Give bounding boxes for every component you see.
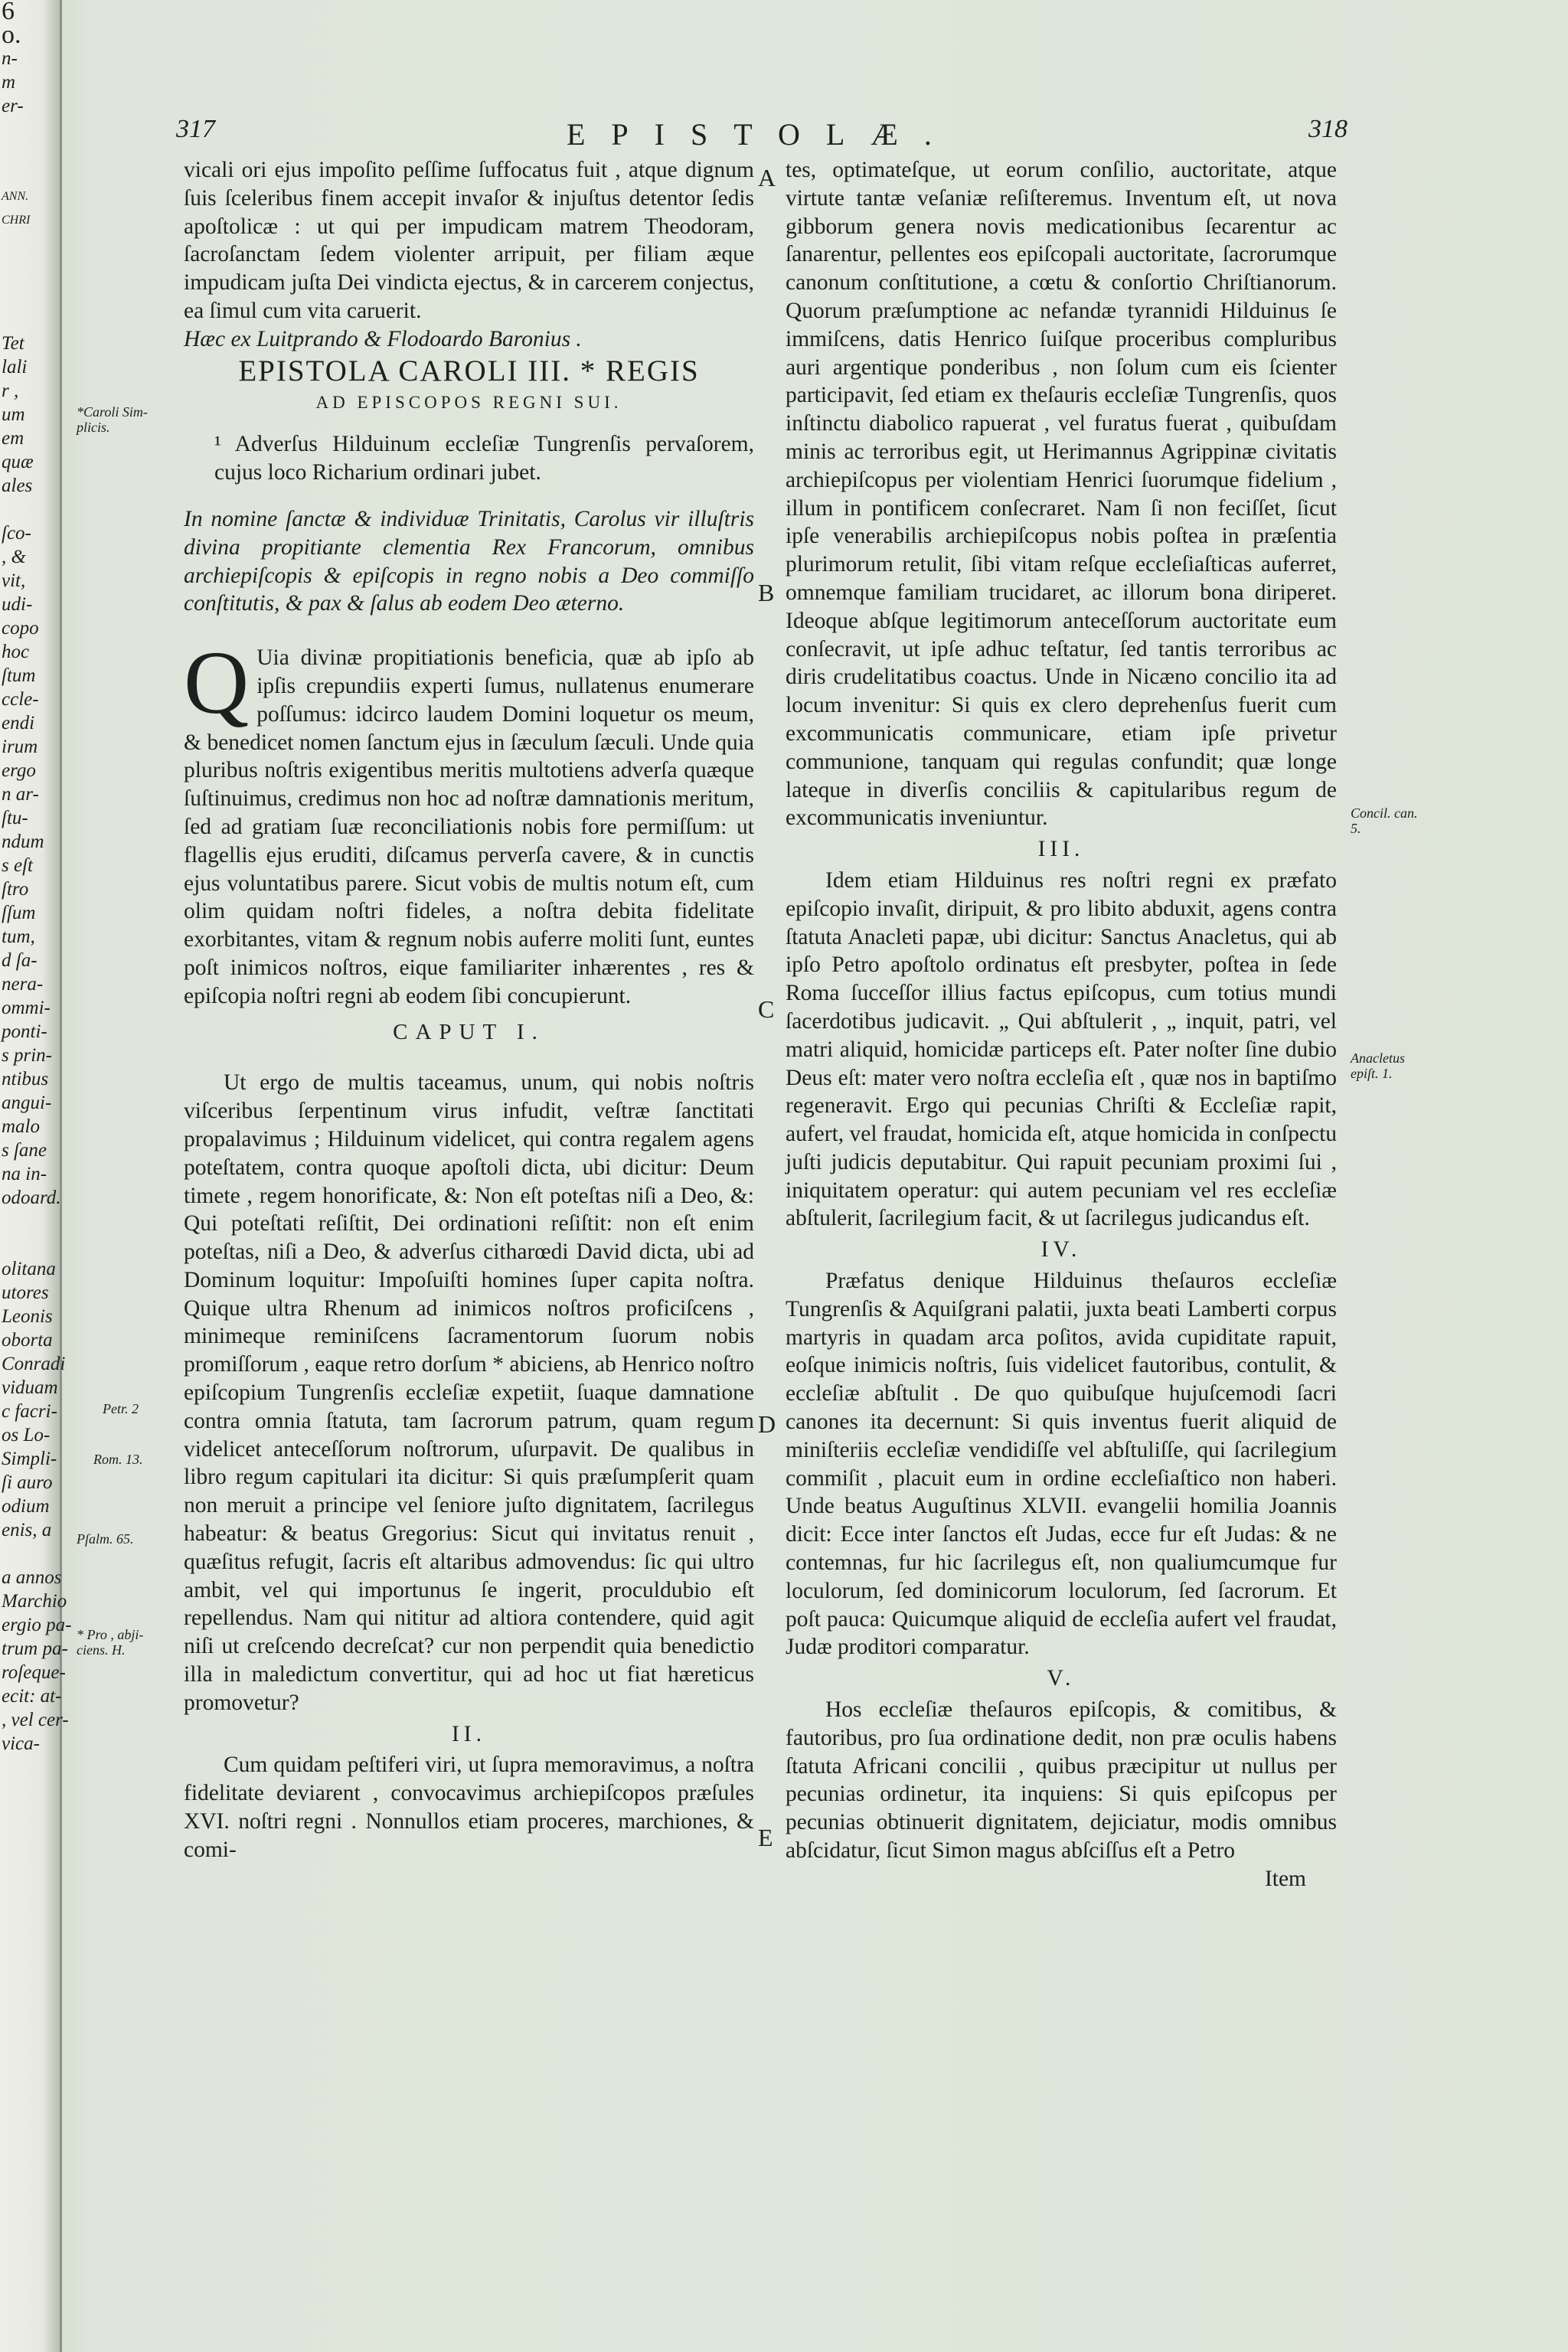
margin-note-petr: Petr. 2 <box>103 1401 139 1416</box>
previous-page-line: oborta <box>2 1330 53 1351</box>
previous-page-line: ergio pa- <box>2 1615 72 1635</box>
previous-page-line: ccle- <box>2 689 39 710</box>
section-5-text: Hos eccleſiæ theſauros epiſcopis, & comitibus, & fautoribus, pro ſua ordinatione dedit, non præ oculis habens ſtatuta Africani concilii , quibus præcipitur ut nullus per pecunias ordinetur, ita inquiens: Si quis epiſcopus per pecunias obtinuerit dignitatem, dejiciatur, modis omnibus abſcidatur, ſicut Simon magus abſciſſus eſt a Petro <box>786 1697 1337 1864</box>
previous-page-line: lali <box>2 357 28 377</box>
previous-page-line: ales <box>2 475 33 496</box>
previous-page-line: CHRI <box>2 214 31 227</box>
previous-page-line: ndum <box>2 831 44 852</box>
epistola-subheading: AD EPISCOPOS REGNI SUI. <box>315 392 622 412</box>
previous-page-line <box>0 1234 60 1258</box>
previous-page-line: s eſt <box>2 855 33 876</box>
previous-page-line: utores <box>2 1282 49 1303</box>
previous-page-line: em <box>2 428 24 449</box>
section-3-text: Idem etiam Hilduinus res noſtri regni ex præfato epiſcopio invaſit, diripuit, & pro libito abduxit, agens contra ſtatuta Anacleti papæ, ubi dicitur: Sanctus Anacletus, qui ab ipſo Petro apoſtolo ordinatus eſt presbyter, poſtea in ſede Roma ſucceſſor illius factus epiſcopus, cum totius mundi ſacerdotibus judicavit. „ Qui abſtulerit , „ inquit, patri, vel matri aliquid, homicidæ particeps eſt. Pater noſter ſine dubio Deus eſt: mater vero noſtra eccleſia eſt , quæ nos in baptiſmo regeneravit. Ergo qui pecunias Chriſti & Eccleſiæ rapit, aufert, vel fraudat, homicida eſt, atque homicida in conſpectu juſti judicis deputabitur. Qui rapuit pecuniam proximi ſui , iniquitatem operatur: qui autem pecuniam vel res eccleſiæ abſtulerit, ſacrilegium facit, & ut ſacrilegus judicandus eſt. <box>786 867 1338 1231</box>
previous-page-line: Tet <box>2 333 24 354</box>
caput-heading: CAPUT I. <box>393 1019 545 1044</box>
margin-note-psalm: Pſalm. 65. <box>77 1531 134 1547</box>
previous-page-line: copo <box>2 618 39 639</box>
previous-page-line: er- <box>2 96 24 116</box>
section-4-text: Præfatus denique Hilduinus theſauros eccleſiæ Tungrenſis & Aquiſgrani palatii, juxta beati Lamberti corpus martyris in quadam arca poſitos, avida cupiditate rapuit, eoſque inimicis noſtris, ſuis videlicet fautoribus, contulit, & eccleſiæ abſtulit . De quo quibuſque hujuſcemodi ſacri canones ita decernunt: Si quis inventus fuerit aliquid de miniſteriis eccleſiæ vendidiſſe vel abſtuliſſe, qui ſacrilegium commiſit , placuit eum in ordine eccleſiaſtico non haberi. Unde beatus Auguſtinus XLVII. evangelii homilia Joannis dicit: Ecce inter ſanctos eſt Judas, ecce fur eſt Judas: & ne contemnas, fur hic ſacrilegus eſt, non qualiumcumque fur loculorum, ſed dominicorum loculorum, ſed ſacrorum. Et poſt pauca: Quicumque aliquid de eccleſia aufert vel fraudat, Judæ proditori comparatur. <box>786 1269 1337 1660</box>
margin-letter-a: A <box>758 164 776 191</box>
margin-note-pro: * Pro , abji- ciens. H. <box>77 1627 144 1658</box>
salutation: In nomine ſanctæ & individuæ Trinitatis, Carolus vir illuſtris divina propitiante clementia Rex Francorum, omnibus archiepiſcopis & epiſcopis in regno nobis a Deo commiſſo conſtitutis, & pax & ſalus ab eodem Deo æterno. <box>184 506 754 616</box>
previous-page-line: roſeque- <box>2 1662 66 1683</box>
left-column <box>184 156 754 1864</box>
previous-page-line: , & <box>2 547 26 567</box>
prologue-paragraph <box>184 632 754 1010</box>
margin-letter-b: B <box>758 579 775 606</box>
previous-page-line: malo <box>2 1116 40 1137</box>
previous-page-line: endi <box>2 713 35 733</box>
caput-text: Ut ergo de multis taceamus, unum, qui nobis noſtris viſceribus ſerpentinum virus infudit, veſtræ ſanctitati propalavimus ; Hilduinum videlicet, qui contra regalem agens poteſtatem, contra quoque apoſtoli dicta, ubi dicitur: Deum timete , regem honorificate, &: Non eſt poteſtas niſi a Deo, &: Qui poteſtati reſiſtit, Dei ordinationi reſiſtit: non eſt enim poteſtas, niſi a Deo, & adverſus citharœdi David dicta, ubi ad Dominum loquitur: Impoſuiſti homines ſuper capita noſtra. Quique ultra Rhenum ad inimicos noſtros proficiſcens , minimeque reminiſcens ſacramentorum ſuorum nobis promiſſorum , eaque retro dorſum * abiciens, ab Henrico noſtro epiſcopium Tungrenſis eccleſiæ expetiit, ſuaque damnatione contra omnia ſtatuta, tam ſacrorum patrum, quam regum videlicet anteceſſorum noſtrorum, uſurpavit. De qualibus in libro regum capitulari ita dicitur: Si quis præſumpſerit quam non meruit a principe vel ſeniore juſto dignitatem, ſacrilegus habeatur: & beatus Gregorius: Sicut qui invitatus renuit , quæſitus refugit, ſacris eſt altaribus admovendus: ſic qui ultro ambit, vel qui importunus ſe ingerit, proculdubio eſt repellendus. Nam qui nititur ad altiora contendere, quid agit niſi ut creſcendo decreſcat? cur non perpendit quia benedictio illa in maledictum convertitur, qui ad hoc ut fiat hæreticus promovetur? <box>184 1070 754 1715</box>
previous-page-line: viduam <box>2 1377 58 1398</box>
margin-note-concil: Concil. can. 5. <box>1351 805 1418 836</box>
previous-page-line: nera- <box>2 974 44 995</box>
previous-page-line: Simpli- <box>2 1449 57 1469</box>
page-number-left: 317 <box>176 115 215 143</box>
previous-page-line: s ſane <box>2 1140 47 1161</box>
running-title: EPISTOLÆ. <box>567 117 958 152</box>
section-2-text: Cum quidam peſtiferi viri, ut ſupra memoravimus, a noſtra fidelitate deviarent , convocavimus archiepiſcopos præſules XVI. noſtri regni . Nonnullos etiam proceres, marchiones, & comi- <box>184 1753 754 1862</box>
previous-page-line: ſi auro <box>2 1472 53 1493</box>
previous-page-line <box>0 285 60 309</box>
previous-page-line: os Lo- <box>2 1425 51 1446</box>
previous-page-line <box>0 309 60 332</box>
previous-page-line: a annos <box>2 1567 62 1588</box>
drop-cap: Q <box>184 632 250 733</box>
previous-page-line: enis, a <box>2 1520 52 1540</box>
previous-page-line: , vel cer- <box>2 1710 69 1730</box>
previous-page-line: ponti- <box>2 1021 47 1042</box>
previous-page-line: ANN. <box>2 190 29 203</box>
previous-page-line: o. <box>2 21 21 49</box>
previous-page-line <box>0 166 60 190</box>
previous-page-line: m <box>2 72 16 93</box>
previous-page-line <box>0 119 60 142</box>
previous-page-line: odium <box>2 1496 50 1517</box>
prologue-text: Uia divinæ propitiationis beneficia, quæ ab ipſo ab ipſis crepundiis experti ſumus, nullatenus enumerare poſſumus: idcirco laudem Domini loquetur os meum, & benedicet nomen ſanctum ejus in ſæculum ſæculi. Unde quia pluribus noſtris exigentibus meritis multotiens adverſa quæque ſuſtinuimus, credimus non hoc ad noſtræ damnationis meritum, ſed ad gratiam ſuæ reconciliationis nobis fore permiſſum: ut flagellis ejus eruditi, diſcamus perverſa cavere, & in cunctis ejus voluntatibus parere. Sicut vobis de multis notum eſt, cum olim quidam noſtri fideles, a noſtra debita fidelitate exorbitantes, vitam & regnum nobis auferre moliti ſunt, euntes poſt inimicos noſtros, eique familiariter inhærentes , res & epiſcopia noſtri regni ab eodem ſibi concupierunt. <box>184 645 754 1008</box>
epistola-summary: ¹ Adverſus Hilduinum eccleſiæ Tungrenſis pervaſorem, cujus loco Richarium ordinari jubet. <box>214 432 754 485</box>
previous-page-line: ſſum <box>2 903 36 923</box>
previous-page-line: ecit: at- <box>2 1686 62 1707</box>
previous-page-line: olitana <box>2 1259 56 1279</box>
previous-page-line: 6 <box>2 0 15 25</box>
previous-page-line <box>0 1210 60 1234</box>
previous-page-line: hoc <box>2 642 30 662</box>
right-column <box>786 156 1337 1893</box>
previous-page-line: angui- <box>2 1093 52 1113</box>
section-5-number: V. <box>1047 1666 1076 1691</box>
previous-page-line: Marchio <box>2 1591 67 1612</box>
margin-note-caroli: *Caroli Sim- plicis. <box>77 404 148 435</box>
running-header <box>168 115 1363 161</box>
previous-page-line: ntibus <box>2 1069 49 1089</box>
previous-page-line: vica- <box>2 1733 40 1754</box>
previous-page-line: irum <box>2 737 38 757</box>
previous-page-line: quæ <box>2 452 34 472</box>
previous-page-line: Conradi <box>2 1354 66 1374</box>
section-3-number: III. <box>1037 837 1085 862</box>
previous-page-line: ſco- <box>2 523 31 544</box>
previous-page-line: r , <box>2 381 19 401</box>
page-number-right: 318 <box>1308 115 1348 143</box>
previous-page-line: Leonis <box>2 1306 53 1327</box>
previous-page-edge <box>0 0 72 2352</box>
previous-page-line: c facri- <box>2 1401 57 1422</box>
previous-page-line: odoard. <box>2 1187 61 1208</box>
previous-page-line: um <box>2 404 25 425</box>
previous-page-line: ergo <box>2 760 36 781</box>
previous-page-line: ſtu- <box>2 808 28 828</box>
margin-letter-e: E <box>758 1824 773 1851</box>
opening-text: vicali ori ejus impoſito peſſime ſuffocatus fuit , atque dignum ſuis ſceleribus finem accepit invaſor & injuſtus detentor ſedis apoſtolicæ : ut qui per impudicam matrem Theodoram, ſacroſanctam ſedem violenter arripuit, per filiam æque impudicam juſta Dei vindicta ejectus, & in carcerem conjectus, ea ſimul cum vita caruerit. <box>184 158 754 323</box>
previous-page-line: ſtro <box>2 879 29 900</box>
previous-page-line: udi- <box>2 594 33 615</box>
previous-page-line: vit, <box>2 570 26 591</box>
previous-page-line: ommi- <box>2 998 51 1018</box>
margin-note-anacletus: Anacletus epiſt. 1. <box>1351 1050 1405 1081</box>
catchword: Item <box>1264 1866 1306 1891</box>
opening-source: Hæc ex Luitprando & Flodoardo Baronius . <box>184 326 582 351</box>
epistola-heading: EPISTOLA CAROLI III. * REGIS <box>238 354 700 387</box>
previous-page-line: d ſa- <box>2 950 38 971</box>
previous-page-line <box>0 1543 60 1566</box>
previous-page-line <box>0 237 60 261</box>
section-4-number: IV. <box>1040 1237 1082 1263</box>
previous-page-line: na in- <box>2 1164 47 1184</box>
previous-page-line <box>0 142 60 166</box>
margin-letter-c: C <box>758 995 775 1023</box>
previous-page-line: s prin- <box>2 1045 52 1066</box>
margin-note-rom: Rom. 13. <box>93 1452 143 1467</box>
previous-page-line: ſtum <box>2 665 36 686</box>
previous-page-line: n ar- <box>2 784 39 805</box>
continuation-text: tes, optimateſque, ut eorum conſilio, auctoritate, atque virtute tantæ veſaniæ reſiſteremus. Inventum eſt, ut nova gibborum genera novis medicationibus ſecarentur ac ſanarentur, pellentes eos epiſcopali auctoritate, ſacrorumque canonum conſtitutione, a cœtu & conſortio Chriſtianorum. Quorum præſumptione ac nefandæ tyrannidi Hilduinus ſe immiſcens, datis Henrico ſuiſque proceribus compluribus auri argentique ponderibus , non ſolum cum eis ſcienter participavit, ſed etiam ex theſauris eccleſiæ Tungrenſis, quos inſtinctu diabolico rapuerat , vel furatus fuerat , quibuſdam minis ac terroribus egit, ut Herimannus Agrippinæ civitatis archiepiſcopus per violentiam Henrici ſuorumque fidelium , illum in pontificem conſecraret. Nam ſi non feciſſet, ſicut ipſe venerabilis archiepiſcopus nobis poſtea in præſentia plurimorum retulit, ſibi vitam reſque eccleſiaſticas auferret, omnemque familiam trucidaret, ac illorum bona diriperet. Ideoque abſque legitimorum anteceſſorum auctoritate eum conſecravit, ut ipſe adhuc teſtatur, ſed tantis terroribus ac diris crudelitatibus coactus. Unde in Nicæno concilio ita ad locum invenitur: Si quis ex clero deprehenſus fuerit cum excommunicatis communicare, etiam ipſe privetur communione, tanquam qui regulas confundit; quæ longe lateque in diverſis conciliis & capitularibus regum de excommunicatis inveniuntur. <box>786 158 1337 831</box>
previous-page-line: tum, <box>2 926 35 947</box>
previous-page-line <box>0 498 60 522</box>
section-2-number: II. <box>451 1721 487 1746</box>
previous-page-line: n- <box>2 48 18 69</box>
previous-page-line <box>0 261 60 285</box>
previous-page-line: trum pa- <box>2 1638 68 1659</box>
margin-letter-d: D <box>758 1410 776 1438</box>
